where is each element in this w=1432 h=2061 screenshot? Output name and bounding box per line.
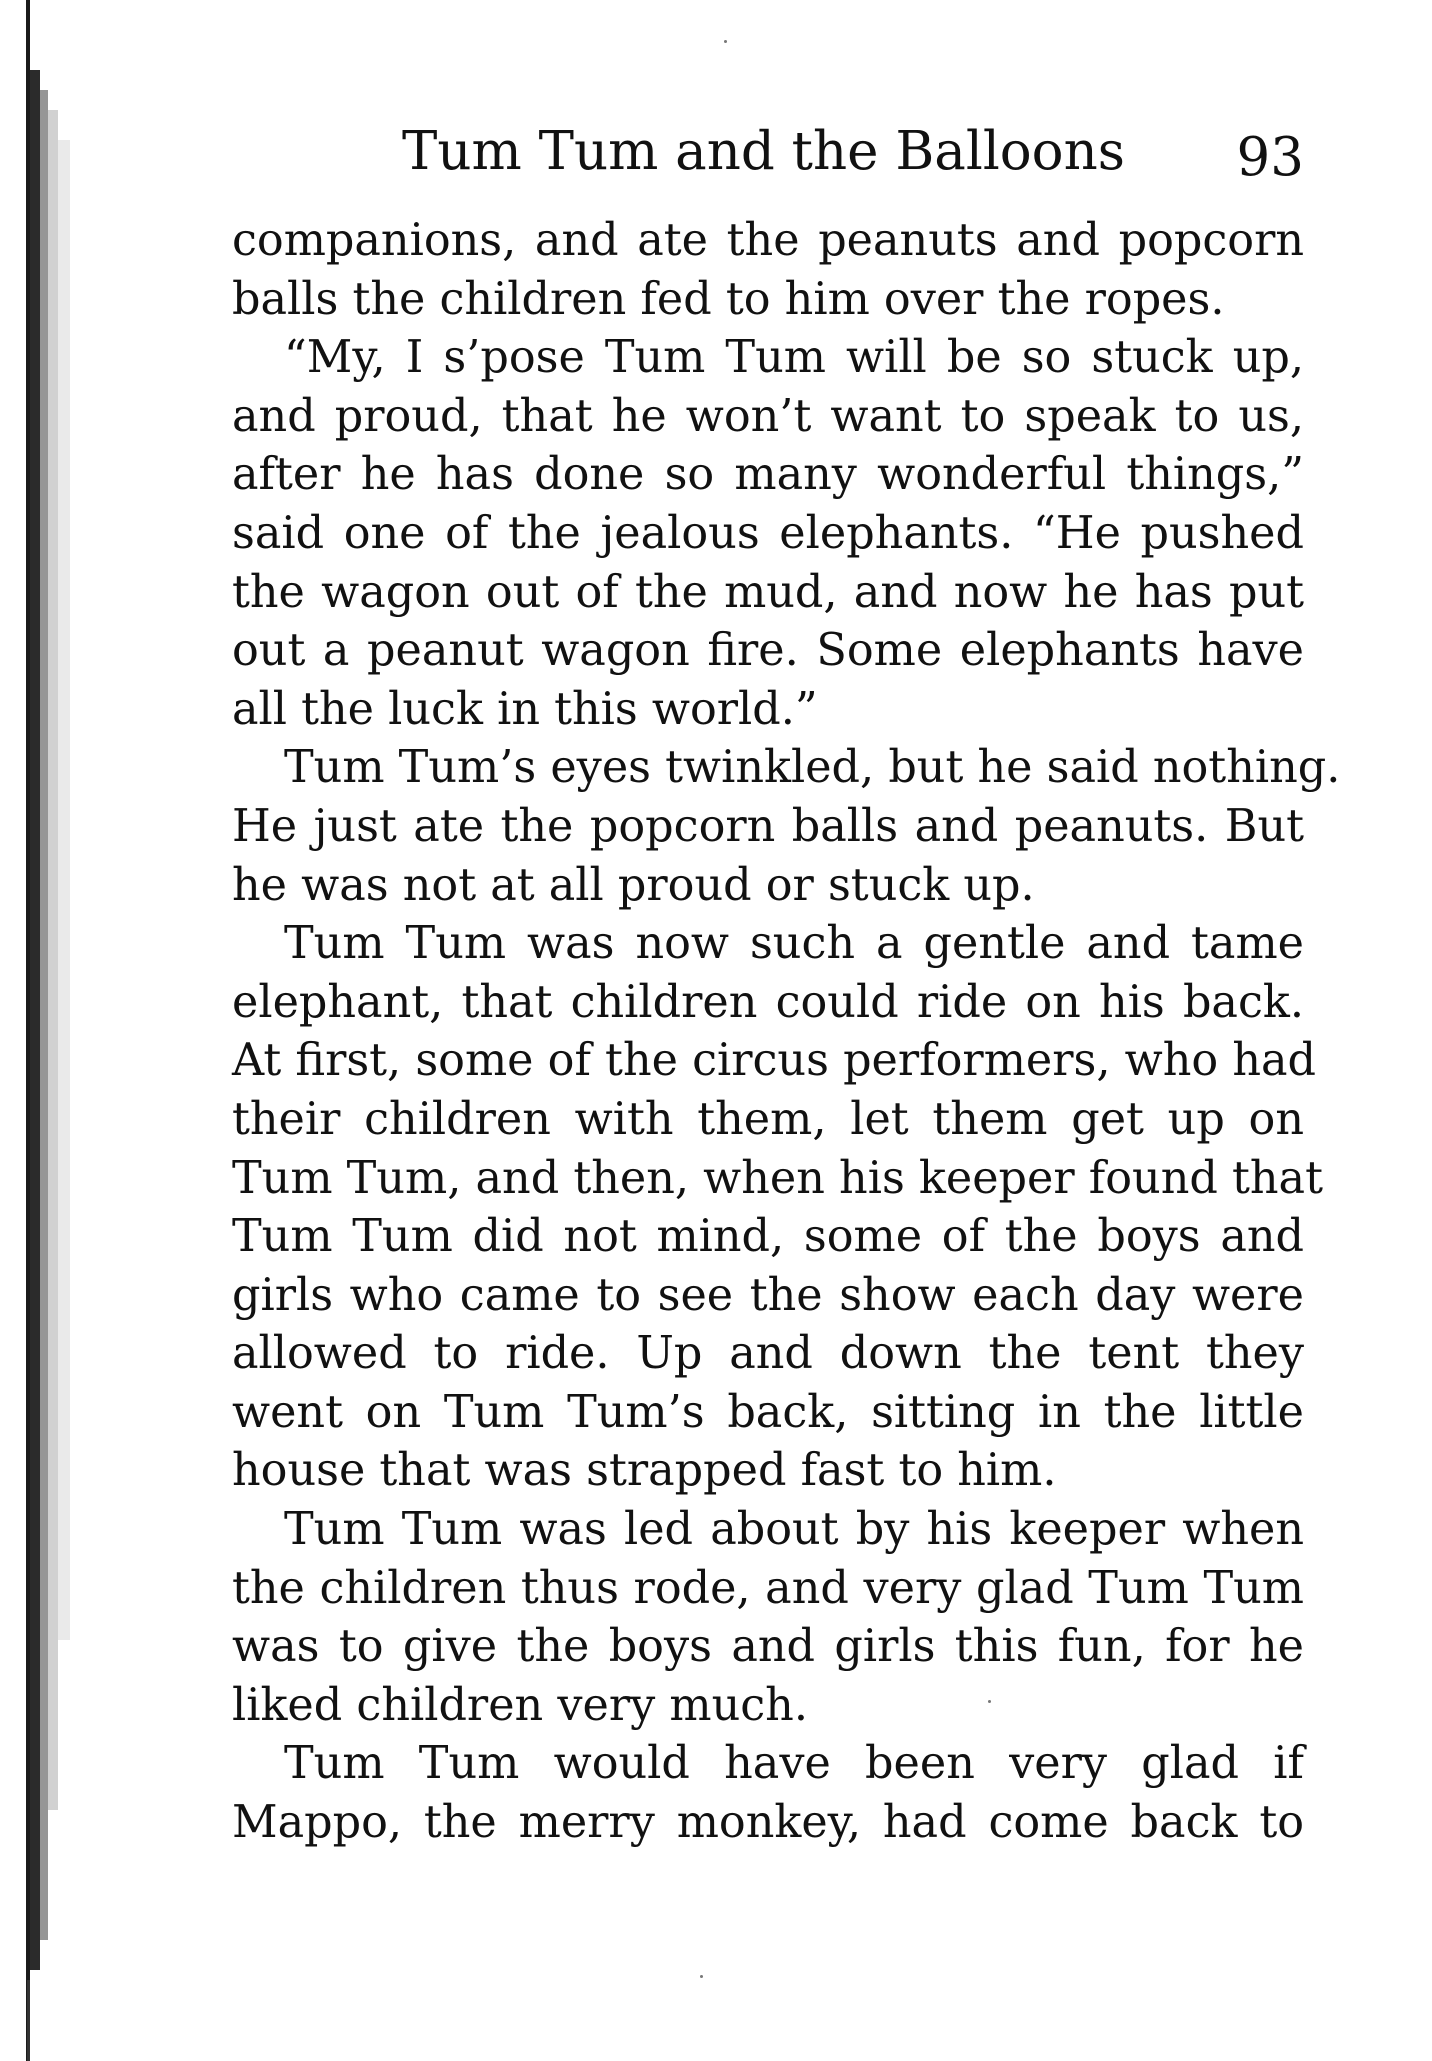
text-line: he was not at all proud or stuck up.: [232, 859, 1035, 911]
text-line: Tum Tum was led about by his keeper when: [284, 1504, 1304, 1556]
paper-speck: [988, 1700, 991, 1703]
text-line: Tum Tum did not mind, some of the boys and: [232, 1211, 1304, 1263]
text-line: “My, I s’pose Tum Tum will be so stuck up,: [284, 332, 1304, 384]
text-line: Tum Tum’s eyes twinkled, but he said nothing.: [284, 742, 1341, 794]
text-line: went on Tum Tum’s back, sitting in the little: [232, 1386, 1304, 1438]
binding-edge-shadow: [0, 0, 82, 2061]
paper-speck: [724, 40, 727, 43]
text-line: allowed to ride. Up and down the tent they: [232, 1328, 1304, 1380]
text-line: their children with them, let them get up on: [232, 1093, 1304, 1145]
text-line: balls the children fed to him over the ropes.: [232, 273, 1225, 325]
paper-speck: [700, 1975, 703, 1978]
text-line: was to give the boys and girls this fun, for he: [232, 1621, 1304, 1673]
text-line: At first, some of the circus performers, who had: [232, 1035, 1316, 1087]
text-line: liked children very much.: [232, 1679, 808, 1731]
text-line: He just ate the popcorn balls and peanuts. But: [232, 800, 1304, 852]
text-line: said one of the jealous elephants. “He pushed: [232, 507, 1304, 559]
text-line: Tum Tum was now such a gentle and tame: [284, 918, 1304, 970]
body-text: [232, 212, 1341, 1853]
running-head: [232, 112, 1304, 192]
page-number: 93: [1236, 127, 1304, 188]
text-line: the children thus rode, and very glad Tum Tum: [232, 1562, 1304, 1614]
text-line: elephant, that children could ride on his back.: [232, 976, 1304, 1028]
text-line: Mappo, the merry monkey, had come back to: [232, 1797, 1304, 1849]
text-line: companions, and ate the peanuts and popcorn: [232, 215, 1304, 266]
running-title: Tum Tum and the Balloons: [402, 121, 1125, 182]
text-line: out a peanut wagon fire. Some elephants have: [232, 625, 1304, 677]
text-line: after he has done so many wonderful things,”: [232, 449, 1304, 501]
text-line: house that was strapped fast to him.: [232, 1445, 1057, 1497]
text-line: Tum Tum, and then, when his keeper found that: [232, 1152, 1323, 1204]
text-line: all the luck in this world.”: [232, 683, 818, 735]
text-line: the wagon out of the mud, and now he has put: [232, 566, 1304, 618]
text-line: and proud, that he won’t want to speak to us,: [232, 390, 1304, 442]
text-line: Tum Tum would have been very glad if: [284, 1738, 1304, 1790]
text-line: girls who came to see the show each day were: [232, 1269, 1304, 1321]
